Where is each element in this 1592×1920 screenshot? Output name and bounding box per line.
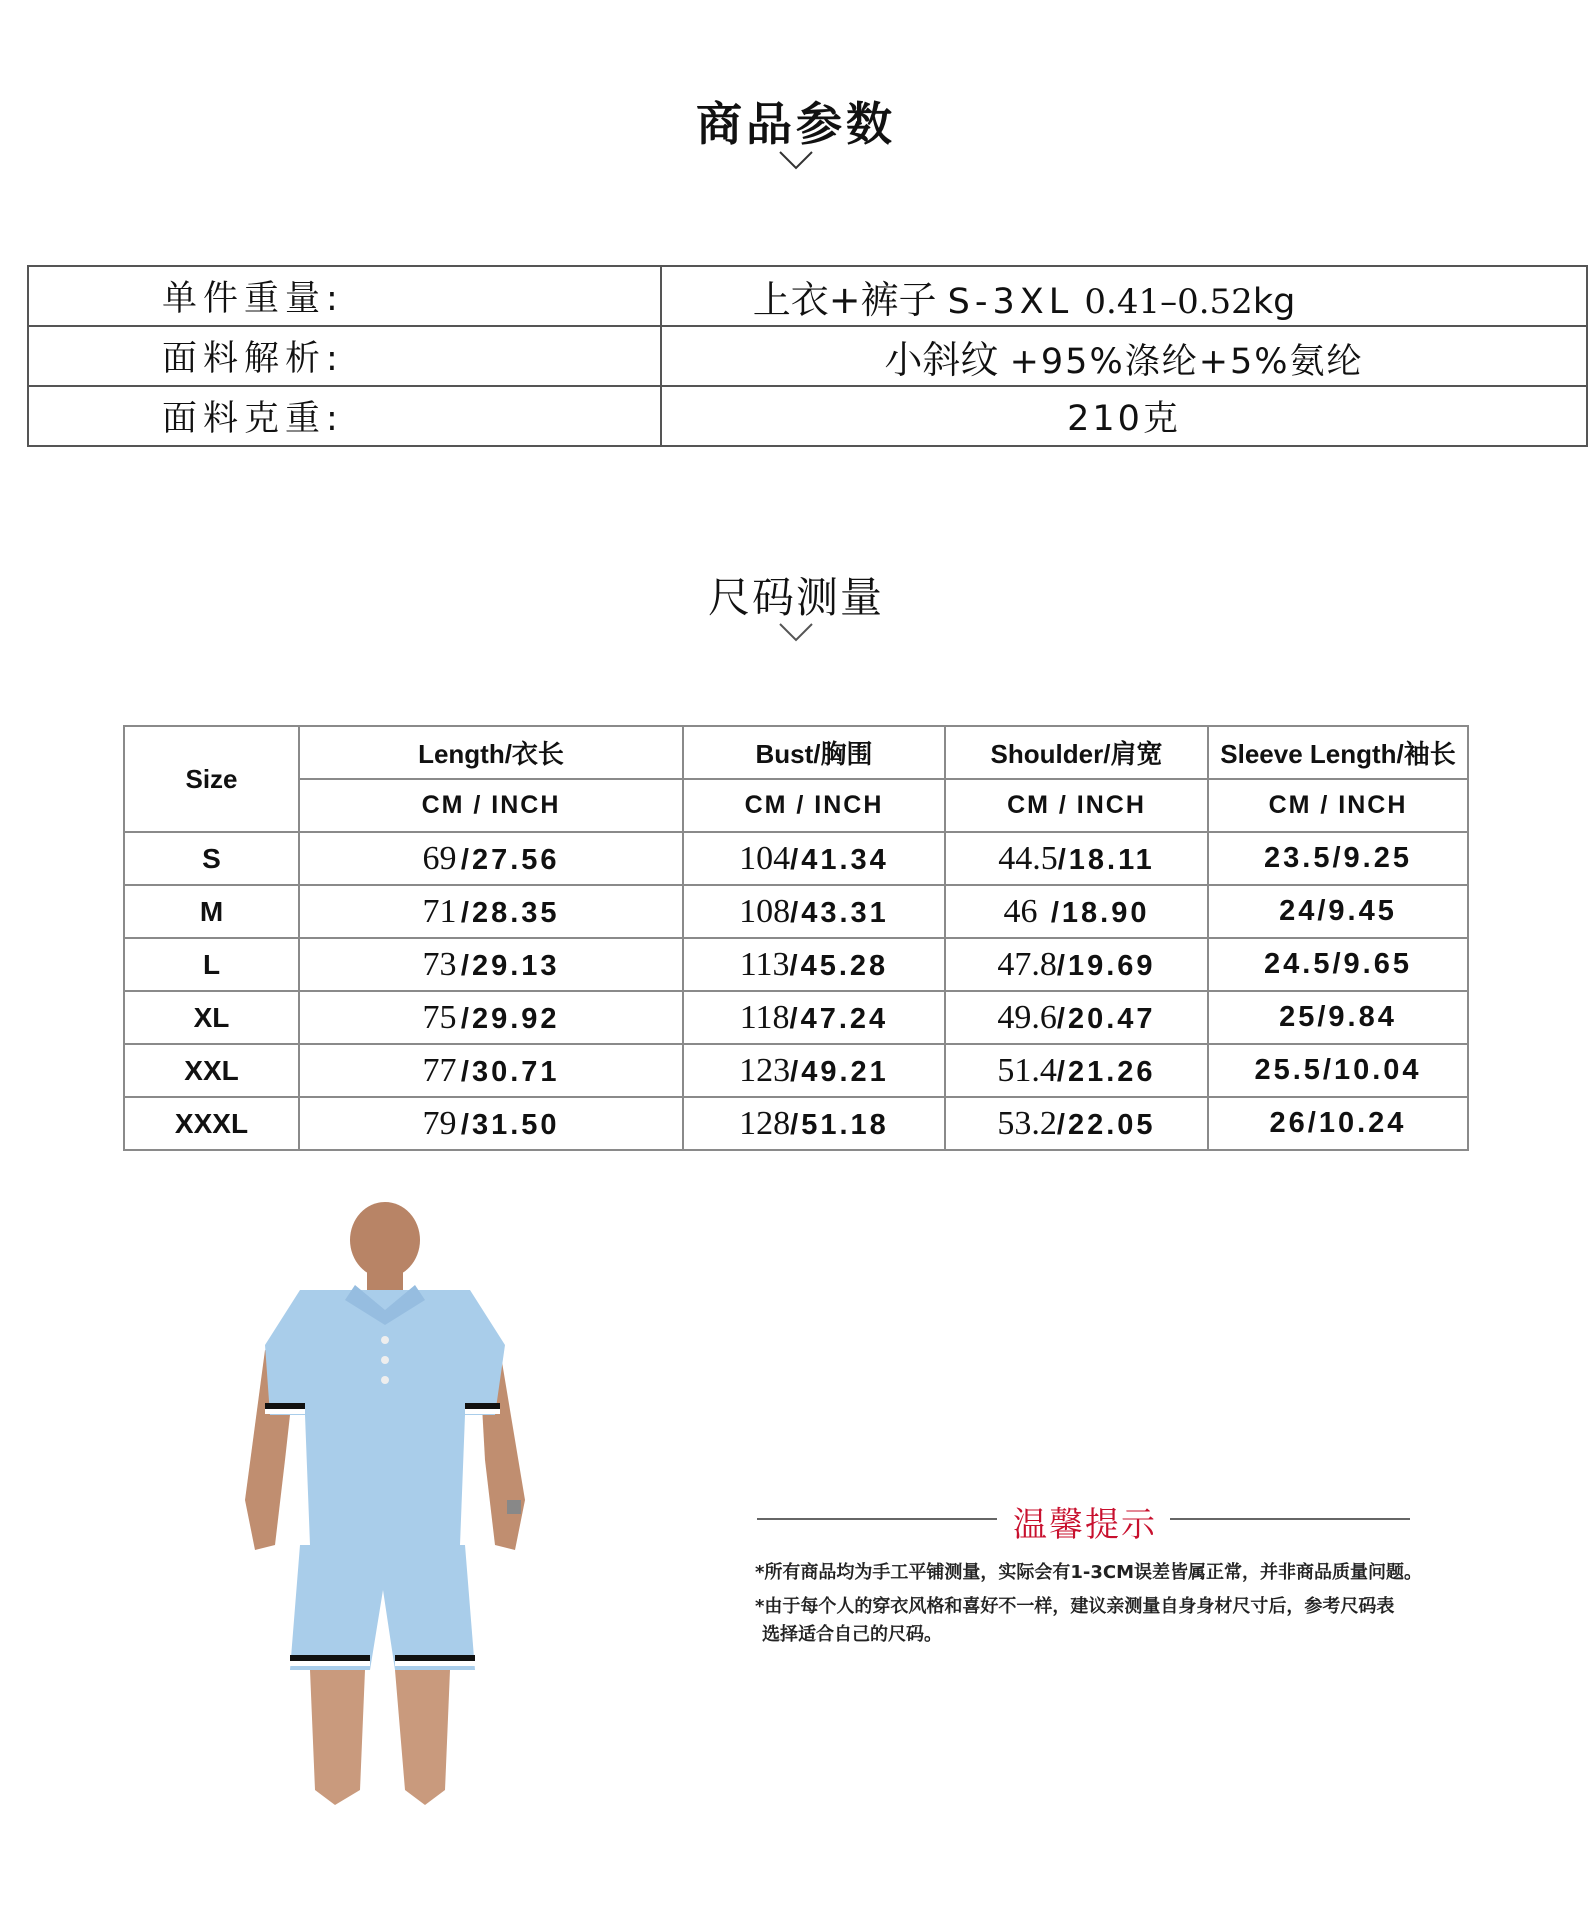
gsm-label: 面料克重: [28,386,661,446]
size-cell: XXXL [124,1097,299,1150]
weight-value: 上衣+裤子 S-3XL 0.41–0.52kg [661,266,1587,326]
divider [757,1518,997,1520]
bust-cell: 123/49.21 [683,1044,945,1097]
length-cell: 77 /30.71 [299,1044,683,1097]
size-cell: XXL [124,1044,299,1097]
shoulder-cell: 53.2/22.05 [945,1097,1208,1150]
unit-row [124,779,1468,832]
length-header: Length/衣长 [299,726,683,779]
sleeve-cell: 26/10.24 [1208,1097,1468,1150]
shoulder-cell: 46 /18.90 [945,885,1208,938]
size-cell: L [124,938,299,991]
table-header-row [124,726,1468,779]
shoulder-header: Shoulder/肩宽 [945,726,1208,779]
sleeve-cell: 24.5/9.65 [1208,938,1468,991]
table-row [124,991,1468,1044]
tips-title: 温馨提示 [1013,1505,1157,1545]
shoulder-cell: 44.5/18.11 [945,832,1208,885]
fabric-value: 小斜纹 +95%涤纶+5%氨纶 [661,326,1587,386]
weight-label: 单件重量: [28,266,661,326]
unit-label: CM / INCH [945,779,1208,832]
table-row [124,885,1468,938]
bust-cell: 108/43.31 [683,885,945,938]
bust-cell: 118/47.24 [683,991,945,1044]
unit-label: CM / INCH [683,779,945,832]
size-header: Size [124,726,299,832]
params-title: 商品参数 [696,97,896,151]
chevron-down-icon [778,150,814,170]
sleeve-header: Sleeve Length/袖长 [1208,726,1468,779]
table-row [124,1044,1468,1097]
length-cell: 71 /28.35 [299,885,683,938]
size-cell: XL [124,991,299,1044]
size-cell: S [124,832,299,885]
bust-header: Bust/胸围 [683,726,945,779]
bust-cell: 128/51.18 [683,1097,945,1150]
table-row [124,1097,1468,1150]
unit-label: CM / INCH [299,779,683,832]
sleeve-cell: 25/9.84 [1208,991,1468,1044]
sleeve-cell: 25.5/10.04 [1208,1044,1468,1097]
length-cell: 73 /29.13 [299,938,683,991]
length-cell: 79 /31.50 [299,1097,683,1150]
table-row [28,386,1587,446]
shoulder-cell: 47.8/19.69 [945,938,1208,991]
tip-line: 选择适合自己的尺码。 [762,1624,942,1645]
table-row [124,832,1468,885]
params-table [27,265,1588,447]
sleeve-cell: 23.5/9.25 [1208,832,1468,885]
size-cell: M [124,885,299,938]
unit-label: CM / INCH [1208,779,1468,832]
shoulder-cell: 51.4/21.26 [945,1044,1208,1097]
size-table [123,725,1469,1151]
bust-cell: 113/45.28 [683,938,945,991]
table-row [28,326,1587,386]
tip-line: *所有商品均为手工平铺测量，实际会有1-3CM误差皆属正常，并非商品质量问题。 [755,1562,1423,1583]
model-photo [245,1200,575,1815]
gsm-value: 210克 [661,386,1587,446]
length-cell: 69 /27.56 [299,832,683,885]
shoulder-cell: 49.6/20.47 [945,991,1208,1044]
bust-cell: 104/41.34 [683,832,945,885]
fabric-label: 面料解析: [28,326,661,386]
tip-line: *由于每个人的穿衣风格和喜好不一样，建议亲测量自身身材尺寸后，参考尺码表 [755,1596,1395,1617]
size-title: 尺码测量 [707,573,884,622]
table-row [28,266,1587,326]
table-row [124,938,1468,991]
length-cell: 75 /29.92 [299,991,683,1044]
divider [1170,1518,1410,1520]
sleeve-cell: 24/9.45 [1208,885,1468,938]
chevron-down-icon [778,622,814,642]
